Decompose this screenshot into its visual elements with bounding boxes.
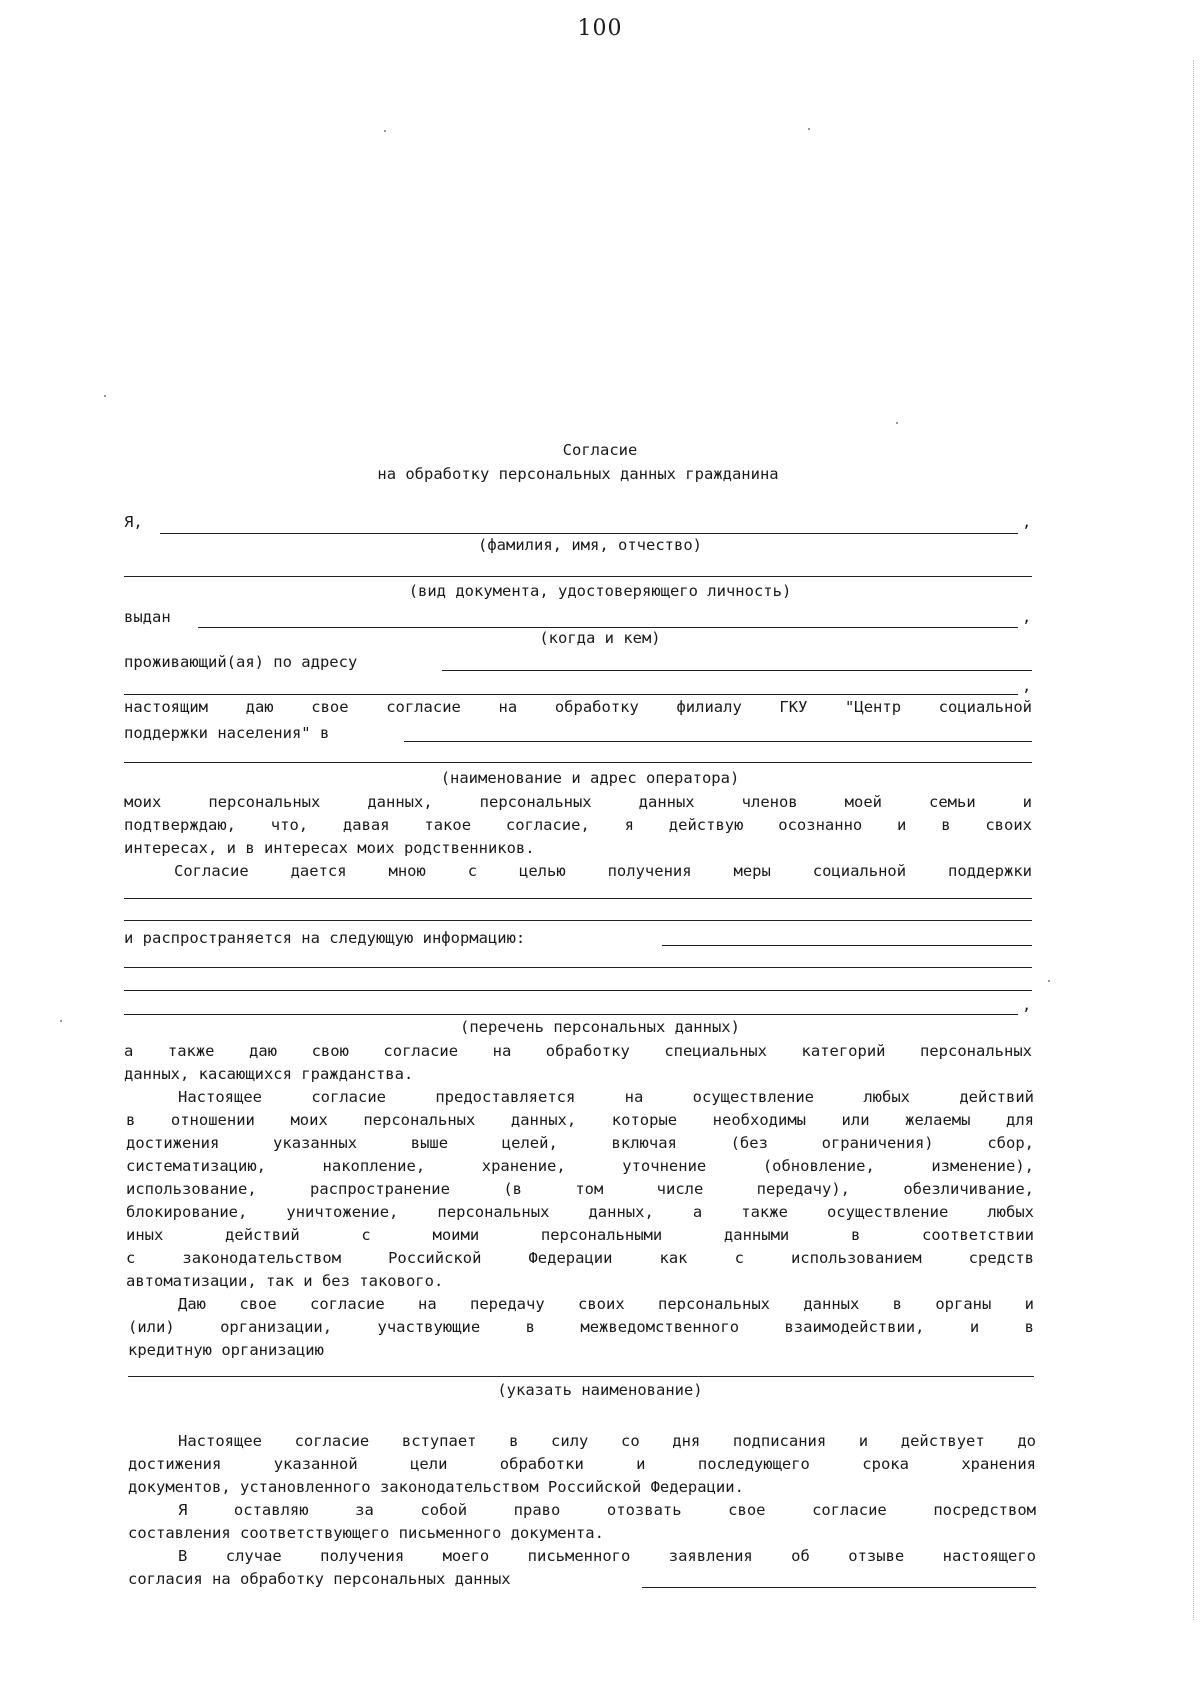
document-title: Согласие bbox=[562, 441, 638, 459]
scan-speck bbox=[1048, 980, 1050, 982]
field-ya-comma: , bbox=[1022, 513, 1032, 531]
scan-speck bbox=[384, 130, 386, 132]
scan-speck bbox=[896, 422, 898, 424]
issued-label: выдан bbox=[124, 608, 171, 626]
data-list-field-2[interactable] bbox=[124, 967, 1032, 968]
issued-comma: , bbox=[1022, 608, 1032, 626]
organization-field[interactable] bbox=[128, 1376, 1034, 1377]
text-line: иных действий с моими персональными данными в соответствии bbox=[126, 1226, 1034, 1244]
text-line: автоматизации, так и без такового. bbox=[126, 1272, 444, 1290]
text-line: Даю свое согласие на передачу своих персональных данных в органы и bbox=[178, 1295, 1034, 1313]
text-line: Настоящее согласие предоставляется на осуществление любых действий bbox=[178, 1088, 1034, 1106]
text-line: достижения указанной цели обработки и последующего срока хранения bbox=[128, 1455, 1036, 1473]
text-line: использование, распространение (в том числе передачу), обезличивание, bbox=[126, 1180, 1034, 1198]
purpose-line: Согласие дается мною с целью получения меры социальной поддержки bbox=[174, 862, 1032, 880]
data-list-field-4[interactable] bbox=[124, 1014, 1018, 1015]
full-name-caption: (фамилия, имя, отчество) bbox=[478, 536, 702, 554]
text-line: моих персональных данных, персональных данных членов моей семьи и bbox=[124, 793, 1032, 811]
text-line: (или) организации, участвующие в межведомственного взаимодействии, и в bbox=[128, 1318, 1034, 1336]
text-line: интересах, и в интересах моих родственников. bbox=[124, 839, 535, 857]
issued-caption: (когда и кем) bbox=[539, 629, 661, 647]
text-line: блокирование, уничтожение, персональных данных, а также осуществление любых bbox=[126, 1203, 1034, 1221]
text-line: согласия на обработку персональных данных bbox=[128, 1570, 511, 1588]
data-list-field-3[interactable] bbox=[124, 990, 1032, 991]
text-line: составления соответствующего письменного документа. bbox=[128, 1524, 604, 1542]
purpose-field-2[interactable] bbox=[124, 920, 1032, 921]
address-field-2[interactable] bbox=[124, 694, 1018, 695]
text-line: в отношении моих персональных данных, которые необходимы или желаемы для bbox=[126, 1111, 1034, 1129]
text-line: данных, касающихся гражданства. bbox=[124, 1065, 414, 1083]
scan-speck bbox=[808, 128, 810, 130]
consent-line-1: настоящим даю свое согласие на обработку филиалу ГКУ "Центр социальной bbox=[124, 698, 1032, 716]
address-field-1[interactable] bbox=[442, 670, 1032, 671]
revocation-field[interactable] bbox=[642, 1587, 1036, 1588]
text-line: Настоящее согласие вступает в силу со дня подписания и действует до bbox=[178, 1432, 1036, 1450]
address-label: проживающий(ая) по адресу bbox=[124, 653, 358, 671]
text-line: документов, установленного законодательством Российской Федерации. bbox=[128, 1478, 744, 1496]
document-subtitle: на обработку персональных данных гражданина bbox=[377, 465, 779, 483]
scan-edge-dots bbox=[1193, 60, 1194, 1620]
operator-caption: (наименование и адрес оператора) bbox=[440, 769, 740, 787]
text-line: кредитную организацию bbox=[128, 1341, 324, 1359]
text-line: с законодательством Российской Федерации как с использованием средств bbox=[126, 1249, 1034, 1267]
text-line: а также даю свою согласие на обработку специальных категорий персональных bbox=[124, 1042, 1032, 1060]
data-list-caption: (перечень персональных данных) bbox=[460, 1018, 740, 1036]
field-ya-label: Я, bbox=[124, 513, 143, 531]
identity-document-caption: (вид документа, удостоверяющего личность) bbox=[408, 582, 792, 600]
address-comma: , bbox=[1022, 677, 1032, 695]
identity-document-field[interactable] bbox=[124, 576, 1032, 577]
scan-speck bbox=[104, 395, 106, 397]
text-line: В случае получения моего письменного заявления об отзыве настоящего bbox=[178, 1547, 1036, 1565]
full-name-field[interactable] bbox=[160, 533, 1018, 534]
page-number: 100 bbox=[577, 16, 623, 41]
organization-caption: (указать наименование) bbox=[497, 1381, 703, 1399]
purpose-field-1[interactable] bbox=[124, 898, 1032, 899]
consent-line-2: поддержки населения" в bbox=[124, 724, 330, 742]
text-line: достижения указанных выше целей, включая (без ограничения) сбор, bbox=[126, 1134, 1034, 1152]
text-line: систематизацию, накопление, хранение, уточнение (обновление, изменение), bbox=[126, 1157, 1034, 1175]
text-line: подтверждаю, что, давая такое согласие, я действую осознанно и в своих bbox=[124, 816, 1032, 834]
data-list-comma: , bbox=[1022, 996, 1032, 1014]
operator-field-1[interactable] bbox=[404, 741, 1032, 742]
extends-label: и распространяется на следующую информацию: bbox=[124, 929, 526, 947]
data-list-field-1[interactable] bbox=[662, 945, 1032, 946]
operator-field-2[interactable] bbox=[124, 762, 1032, 763]
scan-speck bbox=[60, 1020, 62, 1022]
text-line: Я оставляю за собой право отозвать свое согласие посредством bbox=[178, 1501, 1036, 1519]
